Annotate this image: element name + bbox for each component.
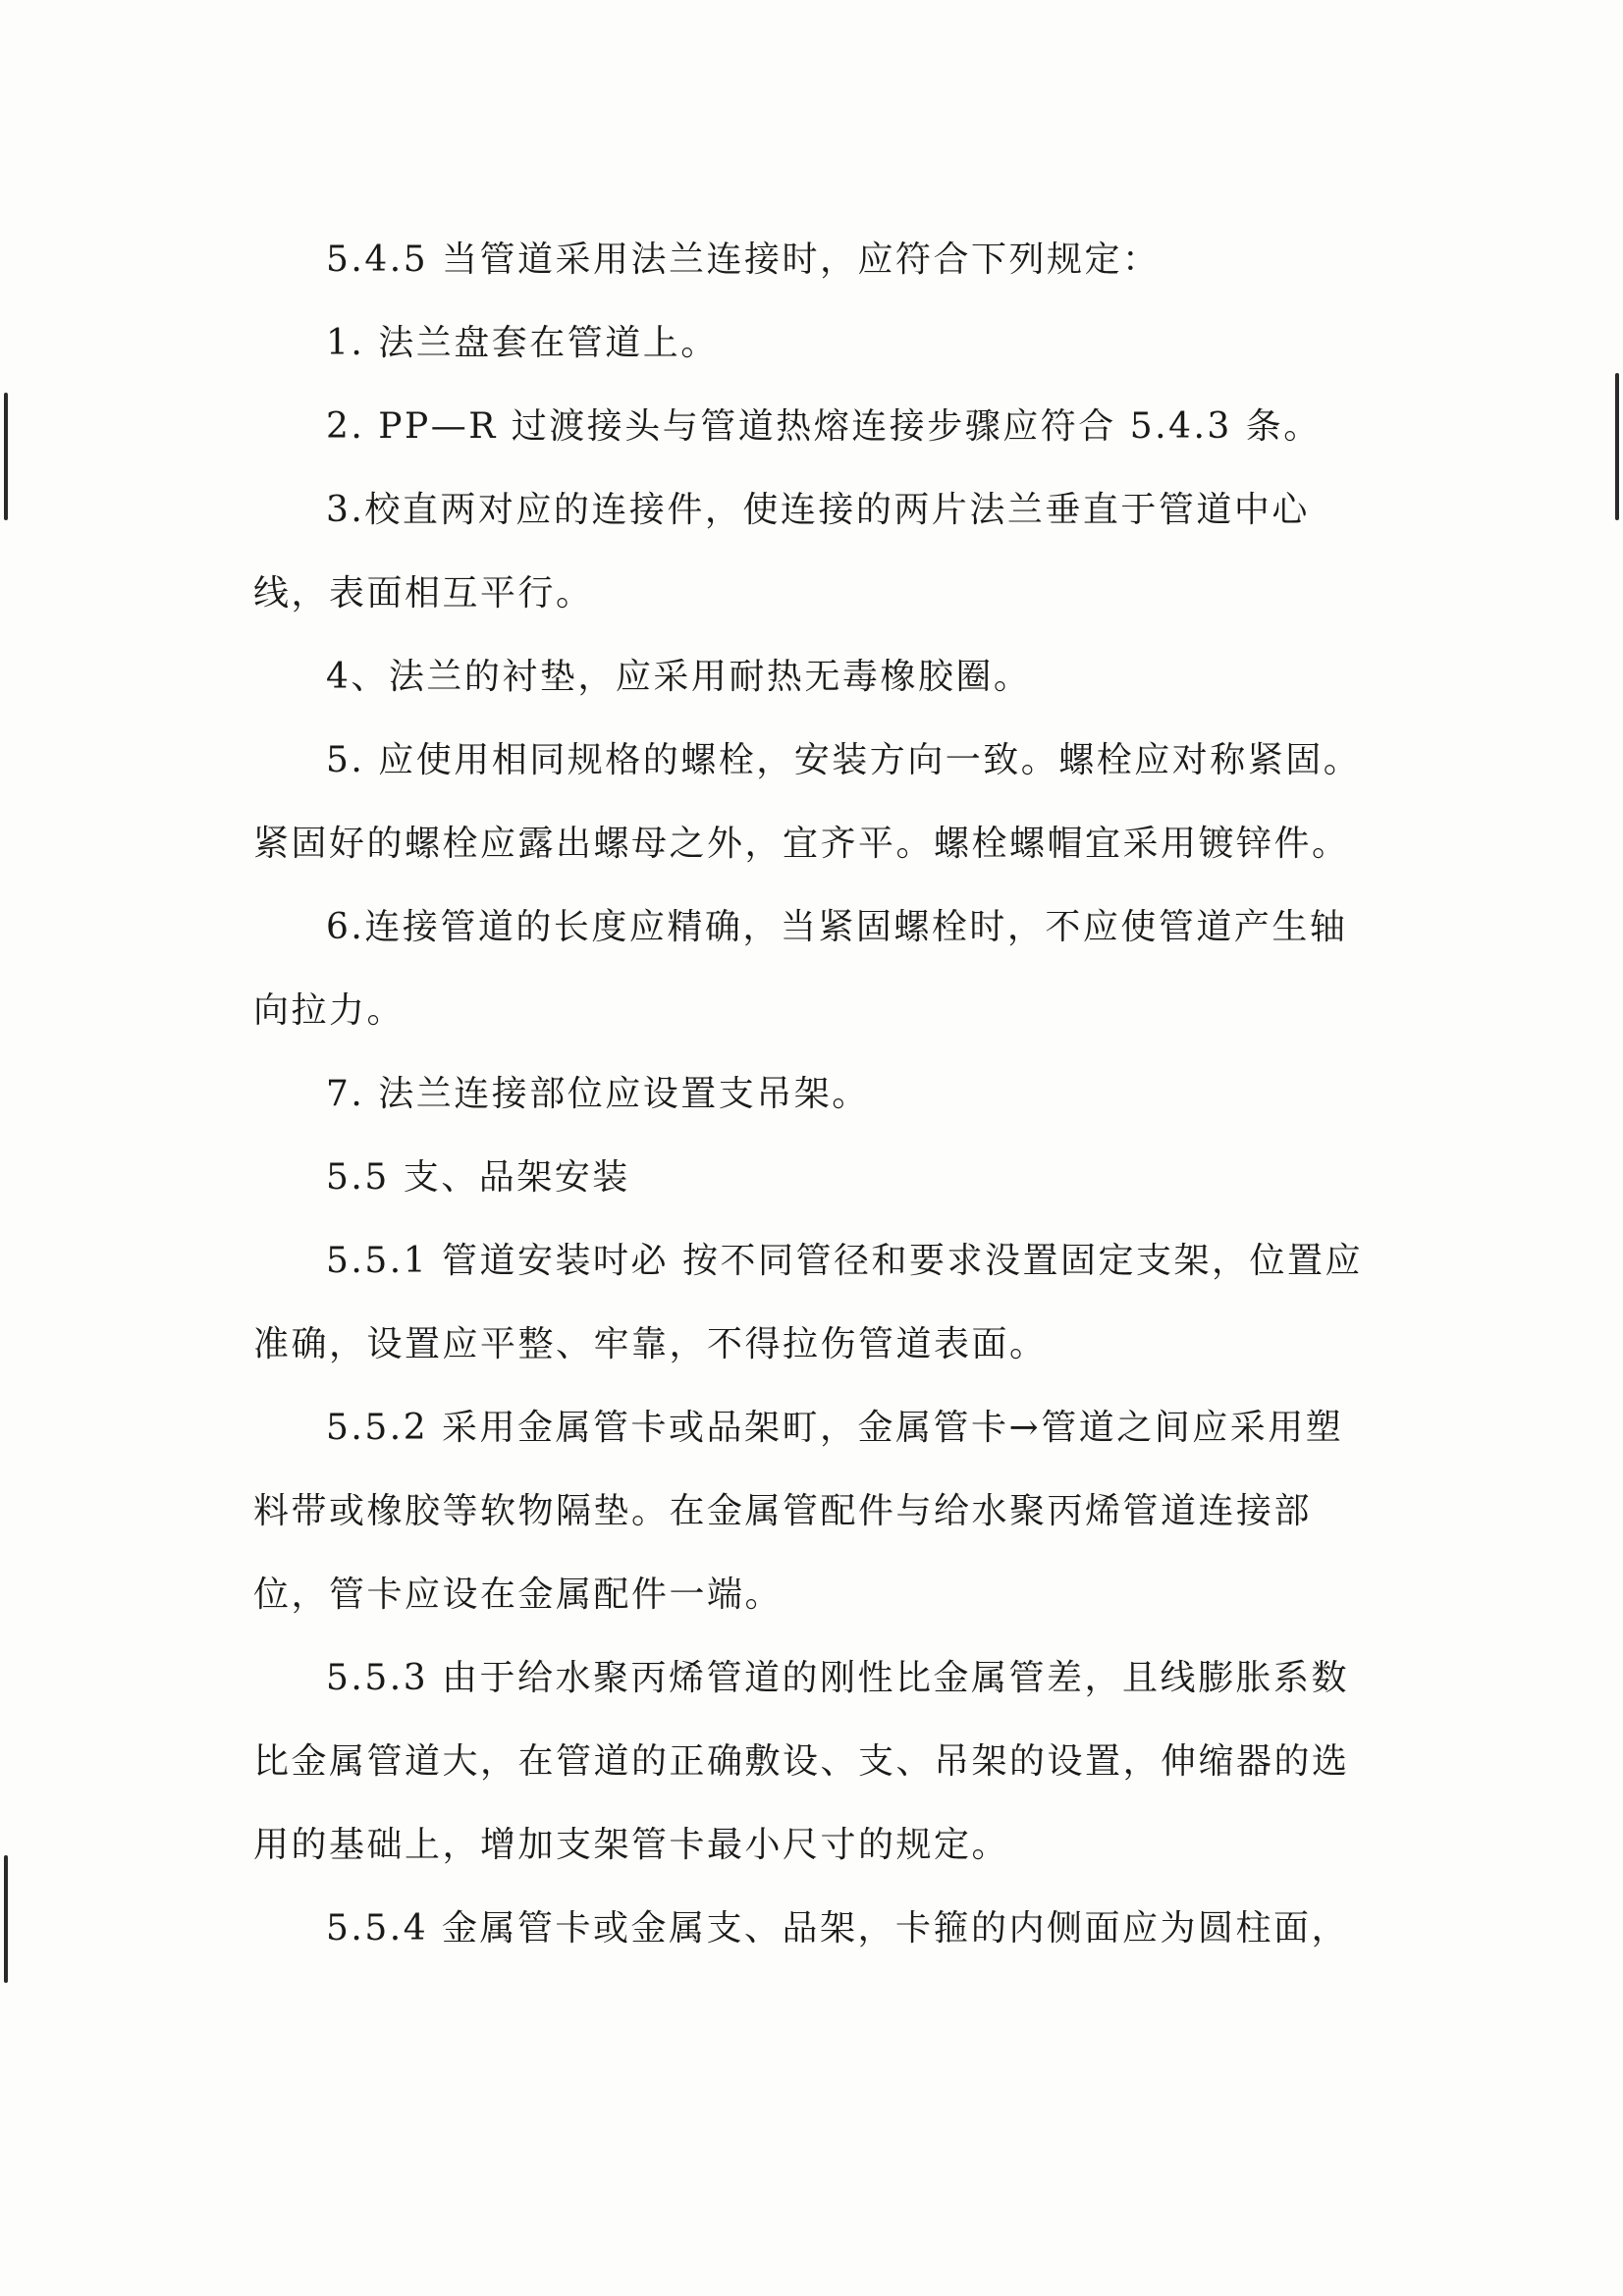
clause-item-1: 1. 法兰盘套在管道上。 (326, 323, 719, 363)
clause-item-6: 6.连接管道的长度应精确，当紧固螺栓时，不应使管道产生轴向拉力。 (253, 907, 1348, 1031)
clause-item-7: 7. 法兰连接部位应设置支吊架。 (326, 1074, 870, 1114)
section-5-5-heading: 5.5 支、品架安装 (326, 1157, 630, 1198)
clause-5-4-5-heading: 5.4.5 当管道采用法兰连接时，应符合下列规定： (326, 240, 1161, 280)
clause-5-5-1: 5.5.1 管道安装吋必 按不同管径和要求没置固定支架，位置应准确，设置应平整、牢靠，不得拉伤管道表面。 (253, 1241, 1363, 1364)
clause-item-3: 3.校直两对应的连接件，使连接的两片法兰垂直于管道中心线，表面相互平行。 (253, 490, 1310, 614)
clause-5-5-4: 5.5.4 金属管卡或金属支、品架，卡箍的内侧面应为圆柱面， (326, 1908, 1350, 1949)
scan-edge-mark (4, 393, 8, 520)
clause-item-2: 2. PP—R 过渡接头与管道热熔连接步骤应符合 5.4.3 条。 (326, 406, 1322, 447)
clause-item-5: 5. 应使用相同规格的螺栓，安装方向一致。螺栓应对称紧固。紧固好的螺栓应露出螺母之外，宜齐平。螺栓螺帽宜采用镀锌件。 (253, 740, 1362, 864)
scan-edge-mark (4, 1855, 8, 1983)
document-body (253, 218, 1363, 1970)
clause-5-5-2: 5.5.2 采用金属管卡或品架町，金属管卡→管道之间应采用塑料带或橡胶等软物隔垫。在金属管配件与给水聚丙烯管道连接部位，管卡应设在金属配件一端。 (253, 1408, 1344, 1615)
clause-item-4: 4、法兰的衬垫，应采用耐热无毒橡胶圈。 (326, 657, 1032, 697)
scan-edge-mark (1615, 373, 1619, 520)
clause-5-5-3: 5.5.3 由于给水聚丙烯管道的刚性比金属管差，且线膨胀系数比金属管道大，在管道的正确敷设、支、吊架的设置，伸缩器的选用的基础上，增加支架管卡最小尺寸的规定。 (253, 1658, 1350, 1865)
